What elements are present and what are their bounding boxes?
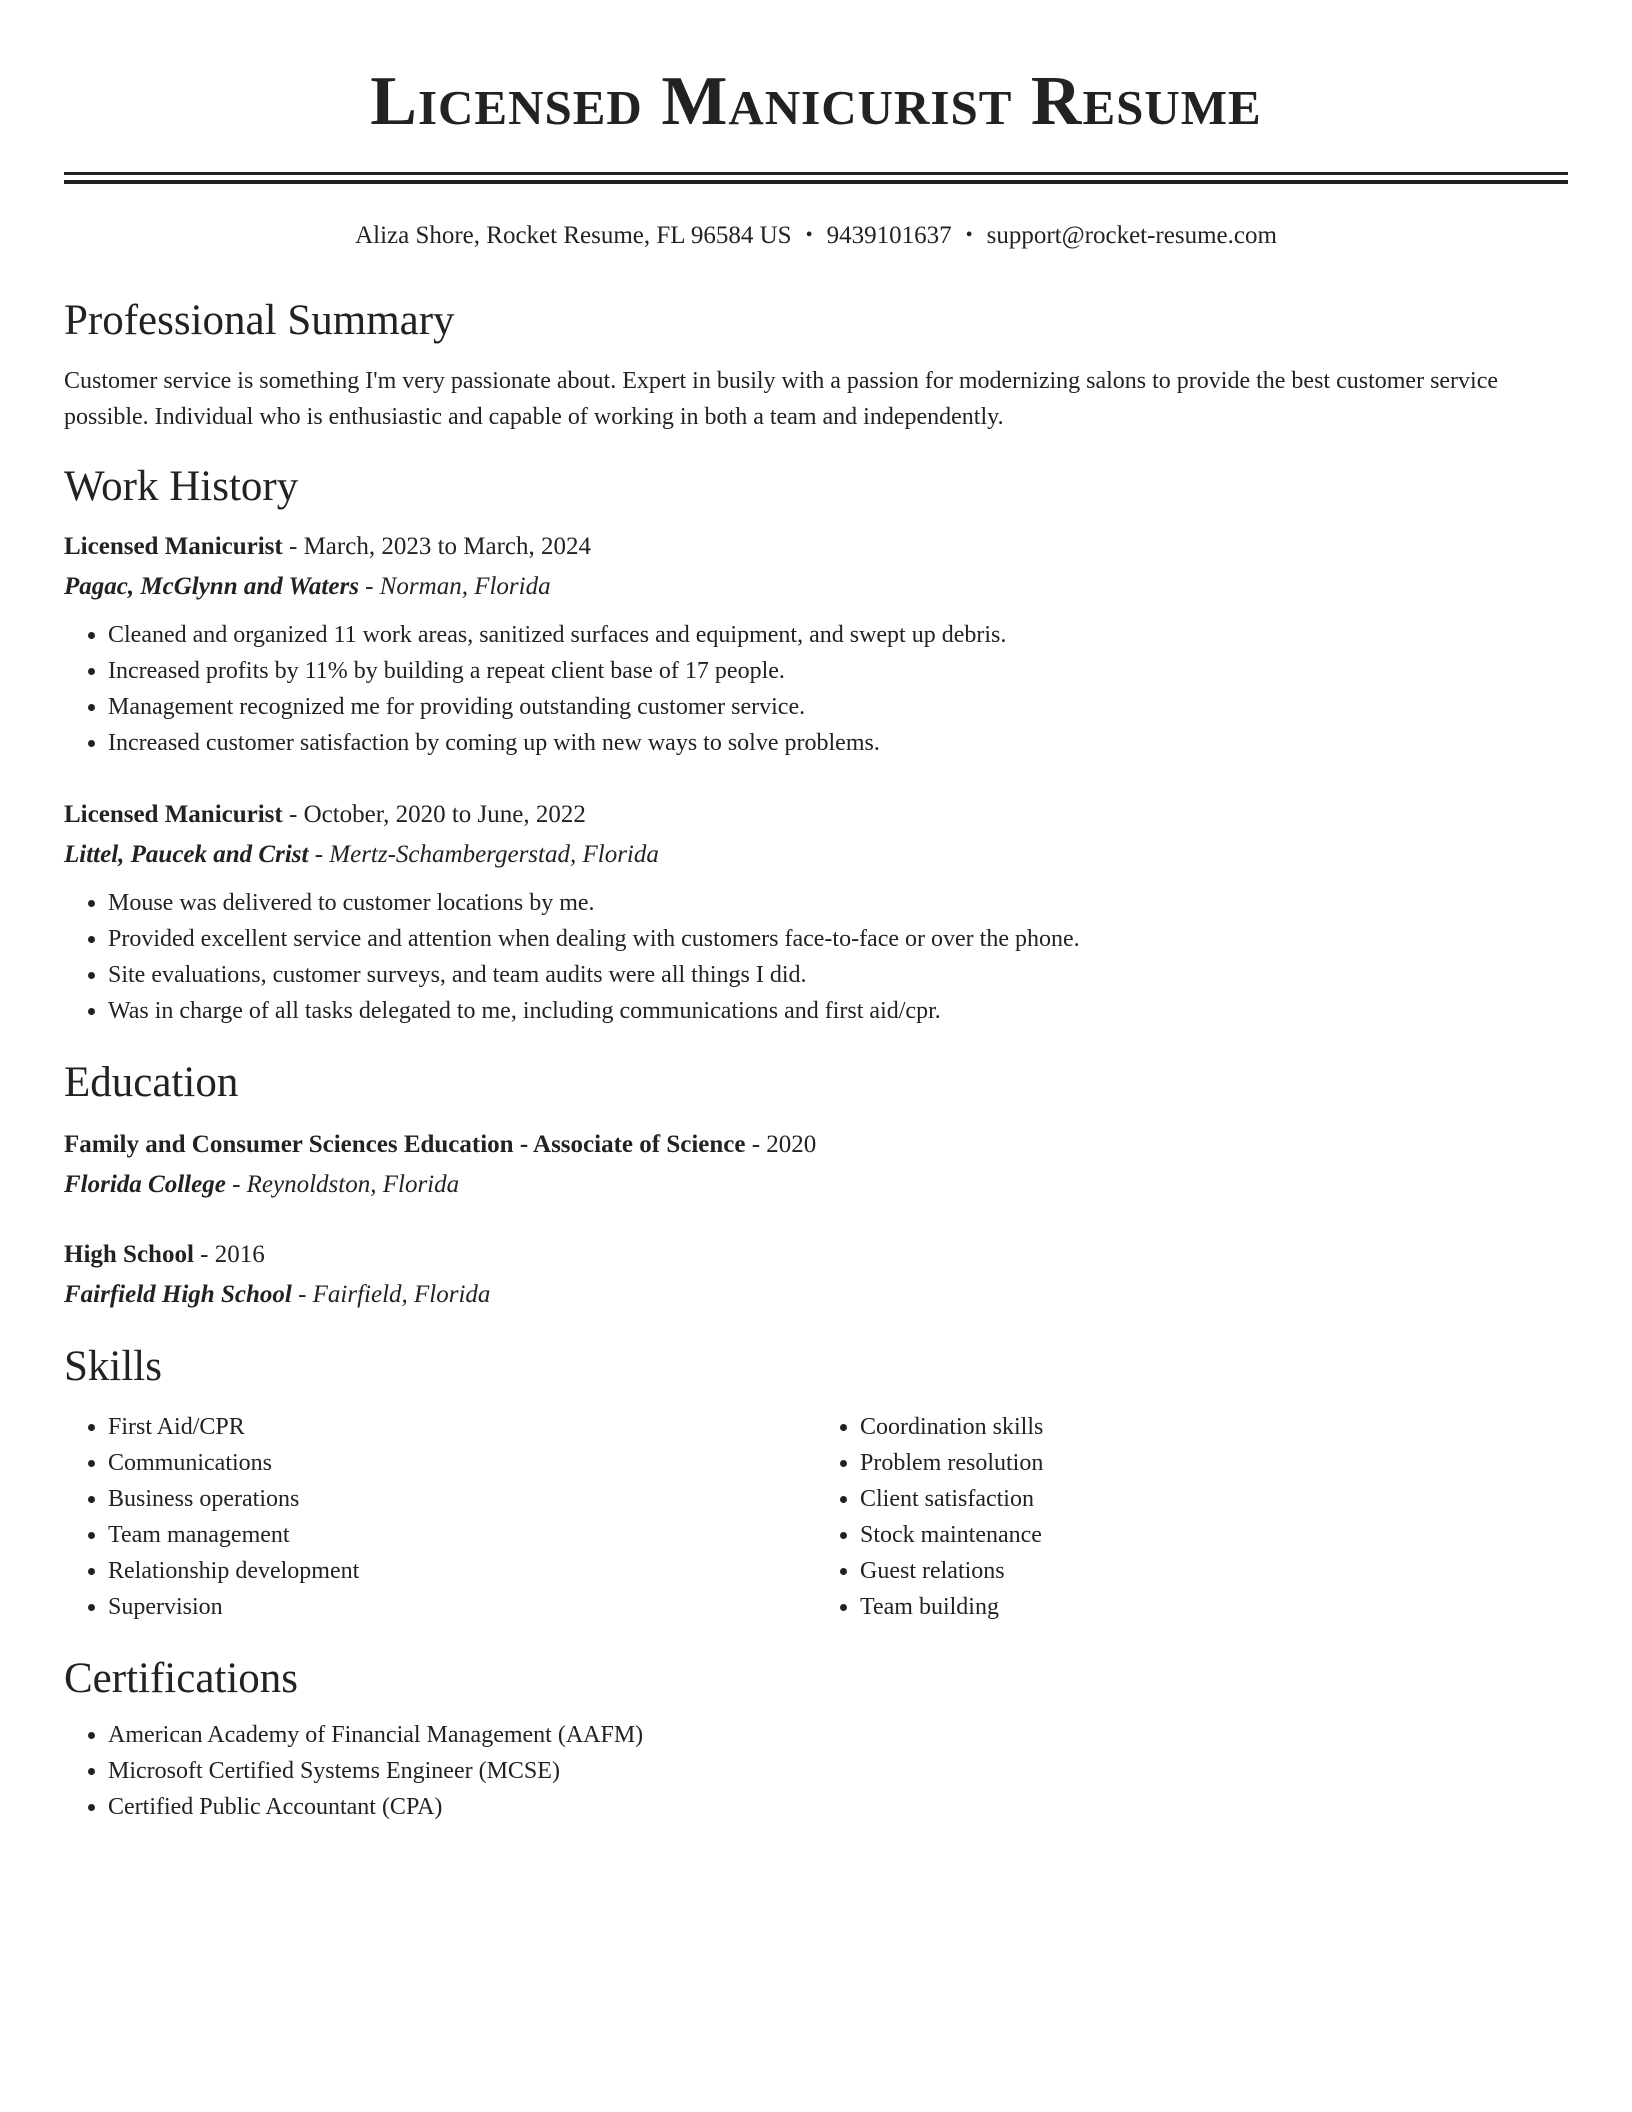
job-dates: - March, 2023 to March, 2024 (282, 533, 592, 560)
education-heading: Education (64, 1059, 239, 1106)
skill-item: • Coordination skills (860, 1409, 1568, 1445)
skill-item: • Team management (108, 1517, 816, 1553)
education-school-line (64, 1275, 1568, 1315)
skill-item: • Client satisfaction (860, 1481, 1568, 1517)
job-entry (64, 795, 1568, 1029)
skills-list-left (64, 1409, 816, 1625)
education-degree-line (64, 1235, 1568, 1275)
job-bullet-list (64, 885, 1568, 1029)
education-entry (64, 1235, 1568, 1315)
job-company: Littel, Paucek and Crist (64, 841, 309, 868)
job-bullet: • Site evaluations, customer surveys, and team audits were all things I did. (108, 957, 1568, 993)
job-title: Licensed Manicurist (64, 533, 283, 560)
skill-item: • Stock maintenance (860, 1517, 1568, 1553)
job-bullet: • Cleaned and organized 11 work areas, sanitized surfaces and equipment, and swept up debris. (108, 617, 1568, 653)
skills-heading: Skills (64, 1343, 162, 1390)
job-entry (64, 527, 1568, 761)
job-title-line (64, 795, 1568, 835)
page-title: Licensed Manicurist Resume (370, 63, 1262, 140)
job-bullet: • Management recognized me for providing outstanding customer service. (108, 689, 1568, 725)
work-history-heading: Work History (64, 463, 299, 510)
education-entry (64, 1125, 1568, 1205)
education-school: Fairfield High School (64, 1281, 292, 1308)
education-degree: Family and Consumer Sciences Education - Associate of Science (64, 1131, 746, 1158)
job-title-line (64, 527, 1568, 567)
skill-item: • Guest relations (860, 1553, 1568, 1589)
contact-separator: • (965, 224, 973, 246)
education-school-line (64, 1165, 1568, 1205)
job-bullet: • Increased customer satisfaction by coming up with new ways to solve problems. (108, 725, 1568, 761)
education-location: - Fairfield, Florida (291, 1281, 491, 1308)
job-bullet: • Mouse was delivered to customer locations by me. (108, 885, 1568, 921)
job-company-line (64, 567, 1568, 607)
contact-separator: • (805, 224, 813, 246)
education-year: - 2016 (193, 1241, 265, 1268)
certifications-section (64, 1651, 1568, 1825)
work-history-section (64, 459, 1568, 1029)
summary-text: Customer service is something I'm very passionate about. Expert in busily with a passion for modernizing salons to provide the best customer service possible. Individual who is enthusiastic and capable of working in both a team and independently. (64, 368, 1499, 430)
title-double-rule (64, 172, 1568, 184)
job-location: - Mertz-Schambergerstad, Florida (308, 841, 659, 868)
education-school: Florida College (64, 1171, 226, 1198)
contact-phone: 9439101637 (826, 222, 952, 249)
contact-email: support@rocket-resume.com (986, 222, 1277, 249)
education-degree: High School (64, 1241, 194, 1268)
skill-item: • Problem resolution (860, 1445, 1568, 1481)
contact-address: Aliza Shore, Rocket Resume, FL 96584 US (355, 222, 792, 249)
skills-grid (64, 1409, 1568, 1625)
skill-item: • Relationship development (108, 1553, 816, 1589)
contact-line (64, 218, 1568, 253)
certification-item: • Microsoft Certified Systems Engineer (MCSE) (108, 1753, 1568, 1789)
certification-item: • Certified Public Accountant (CPA) (108, 1789, 1568, 1825)
certifications-list (64, 1717, 1568, 1825)
skill-item: • Communications (108, 1445, 816, 1481)
certification-item: • American Academy of Financial Management (AAFM) (108, 1717, 1568, 1753)
job-bullet: • Was in charge of all tasks delegated to me, including communications and first aid/cpr. (108, 993, 1568, 1029)
job-bullet: • Increased profits by 11% by building a repeat client base of 17 people. (108, 653, 1568, 689)
job-bullet: • Provided excellent service and attention when dealing with customers face-to-face or over the phone. (108, 921, 1568, 957)
job-location: - Norman, Florida (358, 573, 551, 600)
job-dates: - October, 2020 to June, 2022 (282, 801, 586, 828)
skills-list-right (816, 1409, 1568, 1625)
summary-section (64, 293, 1568, 435)
education-year: - 2020 (745, 1131, 817, 1158)
education-degree-line (64, 1125, 1568, 1165)
education-section (64, 1055, 1568, 1315)
skills-section (64, 1339, 1568, 1625)
job-company-line (64, 835, 1568, 875)
job-title: Licensed Manicurist (64, 801, 283, 828)
skill-item: • First Aid/CPR (108, 1409, 816, 1445)
skill-item: • Team building (860, 1589, 1568, 1625)
skill-item: • Supervision (108, 1589, 816, 1625)
job-company: Pagac, McGlynn and Waters (64, 573, 359, 600)
skill-item: • Business operations (108, 1481, 816, 1517)
summary-heading: Professional Summary (64, 297, 455, 344)
job-bullet-list (64, 617, 1568, 761)
certifications-heading: Certifications (64, 1655, 299, 1702)
education-location: - Reynoldston, Florida (225, 1171, 460, 1198)
